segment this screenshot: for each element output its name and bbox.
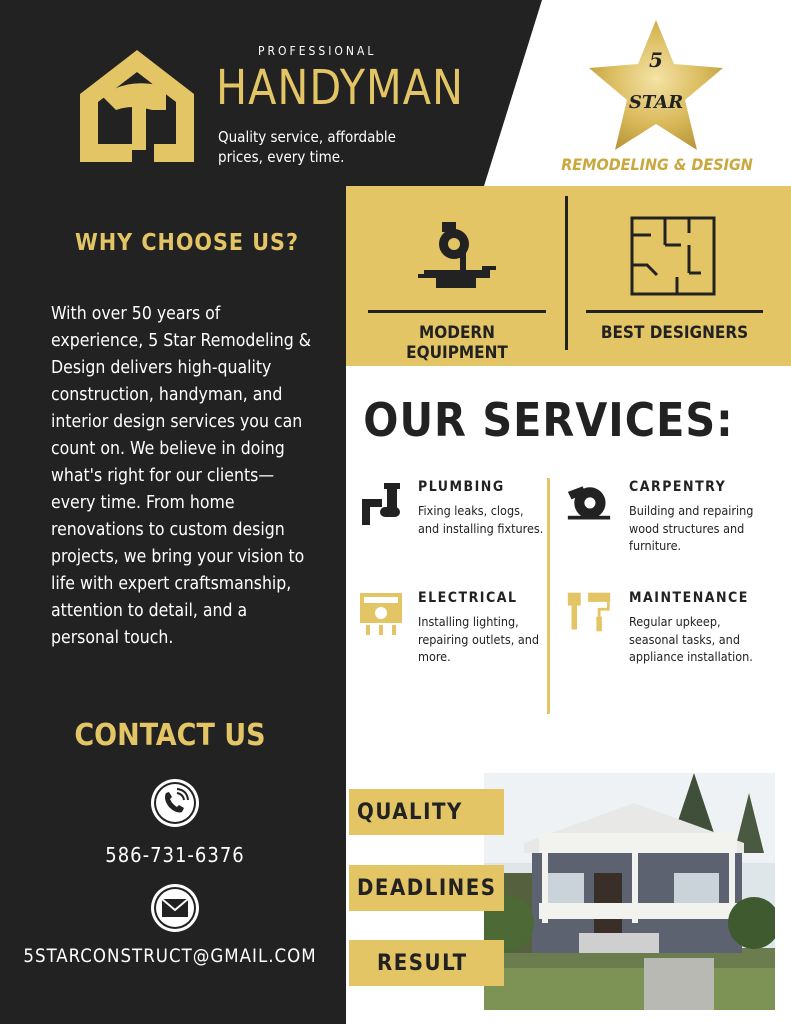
envelope-icon[interactable]: [149, 882, 201, 934]
service-title-electrical: ELECTRICAL: [418, 590, 518, 606]
tag-result: RESULT: [349, 940, 504, 986]
feature-underline-1: [368, 310, 546, 313]
email-address[interactable]: 5STARCONSTRUCT@GMAIL.COM: [23, 946, 317, 967]
paint-tools-icon: [566, 589, 612, 635]
service-title-maintenance: MAINTENANCE: [629, 590, 749, 606]
contact-heading: CONTACT US: [74, 718, 266, 753]
house-photo: [484, 773, 775, 1010]
phone-icon[interactable]: [149, 777, 201, 829]
services-divider: [547, 478, 550, 714]
floor-plan-icon: [629, 215, 717, 297]
features-divider: [565, 196, 568, 350]
electrical-panel-icon: [358, 591, 404, 637]
logo-pre-title: PROFESSIONAL: [258, 44, 377, 58]
why-heading: WHY CHOOSE US?: [75, 230, 299, 256]
house-hammer-icon: [72, 44, 202, 168]
miter-saw-icon: [416, 220, 498, 298]
pipe-icon: [358, 481, 404, 527]
logo-tagline: Quality service, affordable prices, every time.: [218, 128, 396, 166]
phone-number[interactable]: 586-731-6376: [105, 843, 245, 867]
feature-label-designers: BEST DESIGNERS: [600, 323, 749, 343]
badge-label: REMODELING & DESIGN: [561, 155, 753, 174]
circular-saw-icon: [566, 479, 612, 525]
service-desc-maintenance: Regular upkeep, seasonal tasks, and appliance installation.: [629, 614, 753, 664]
gold-star-icon: [585, 18, 727, 152]
badge-number: 5: [649, 48, 663, 72]
service-desc-electrical: Installing lighting, repairing outlets, and more.: [418, 614, 540, 664]
tag-quality: QUALITY: [349, 789, 504, 835]
service-desc-carpentry: Building and repairing wood structures and furniture.: [629, 503, 754, 553]
badge-star-word: STAR: [628, 92, 684, 113]
feature-label-equipment: MODERN EQUIPMENT: [406, 323, 508, 363]
service-title-carpentry: CARPENTRY: [629, 479, 727, 495]
service-title-plumbing: PLUMBING: [418, 479, 505, 495]
logo-title: HANDYMAN: [216, 58, 464, 116]
why-body: With over 50 years of experience, 5 Star Remodeling & Design delivers high-quality construction, handyman, and interior design services you can count on. We believe in doing what's right for our clients—every time. From home renovations to custom design projects, we bring your vision to life with expert craftsmanship, attention to detail, and a personal touch.: [51, 304, 312, 648]
services-heading: OUR SERVICES:: [363, 393, 734, 447]
service-desc-plumbing: Fixing leaks, clogs, and installing fixtures.: [418, 503, 544, 536]
feature-underline-2: [586, 310, 763, 313]
tag-deadlines: DEADLINES: [349, 865, 504, 911]
